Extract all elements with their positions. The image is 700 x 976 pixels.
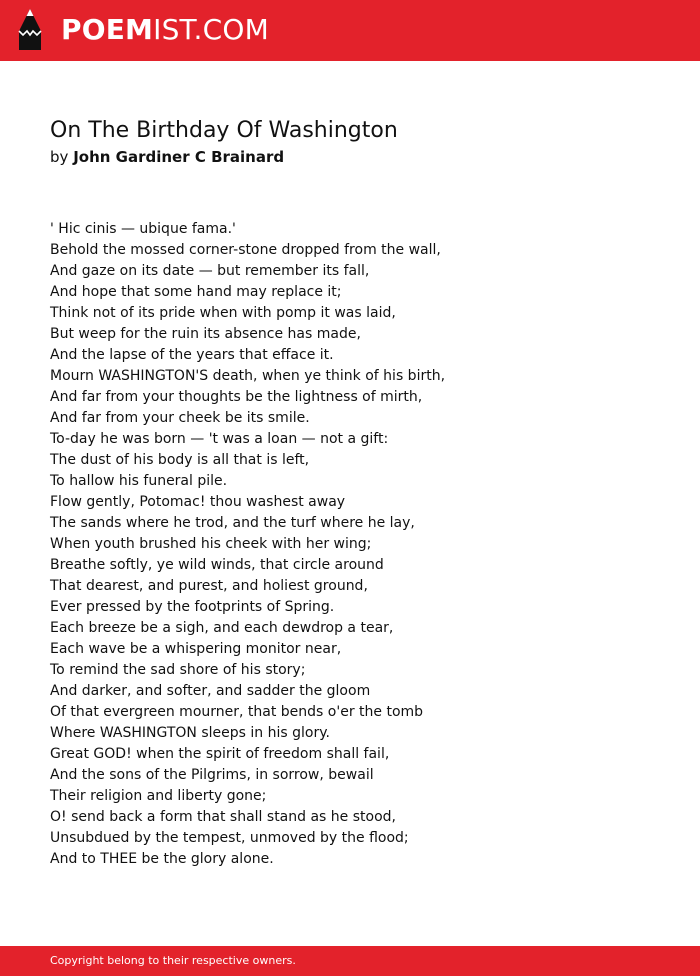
- poem-line: And hope that some hand may replace it;: [50, 284, 342, 300]
- poem-line: And far from your cheek be its smile.: [50, 410, 310, 426]
- poem-line: Each wave be a whispering monitor near,: [50, 641, 342, 657]
- author-name: John Gardiner C Brainard: [73, 148, 285, 166]
- brand-bold-text: POEM: [61, 13, 154, 46]
- poem-line: And gaze on its date — but remember its fall,: [50, 263, 370, 279]
- poem-line: O! send back a form that shall stand as he stood,: [50, 809, 396, 825]
- poem-line: Breathe softly, ye wild winds, that circle around: [50, 557, 384, 573]
- poem-line: And the sons of the Pilgrims, in sorrow, bewail: [50, 767, 374, 783]
- poem-line: To-day he was born — 't was a loan — not a gift:: [50, 431, 389, 447]
- brand-light-text: IST.COM: [153, 13, 269, 46]
- poem-line: And the lapse of the years that efface it.: [50, 347, 334, 363]
- pencil-icon: [18, 8, 42, 52]
- site-header: [0, 0, 700, 61]
- poem-line: Great GOD! when the spirit of freedom shall fail,: [50, 746, 390, 762]
- byline: [50, 146, 670, 168]
- poem-heading: [50, 116, 670, 168]
- poem-line: And to THEE be the glory alone.: [50, 851, 274, 867]
- poem-line: Each breeze be a sigh, and each dewdrop a tear,: [50, 620, 394, 636]
- poem-line: To remind the sad shore of his story;: [50, 662, 306, 678]
- poem-title: On The Birthday Of Washington: [50, 118, 398, 143]
- poem-line: The sands where he trod, and the turf where he lay,: [50, 515, 415, 531]
- poem-line: And darker, and softer, and sadder the gloom: [50, 683, 371, 699]
- poem-line: Their religion and liberty gone;: [50, 788, 267, 804]
- poem-line: To hallow his funeral pile.: [50, 473, 228, 489]
- poem-line: But weep for the ruin its absence has made,: [50, 326, 361, 342]
- site-footer: [0, 946, 700, 976]
- copyright-text: Copyright belong to their respective owners.: [50, 954, 296, 967]
- poem-line: Flow gently, Potomac! thou washest away: [50, 494, 346, 510]
- poem-line: Unsubdued by the tempest, unmoved by the flood;: [50, 830, 409, 846]
- poem-line: Behold the mossed corner-stone dropped from the wall,: [50, 242, 441, 258]
- site-brand: [61, 8, 269, 52]
- poem-line: Think not of its pride when with pomp it was laid,: [50, 305, 396, 321]
- poem-line: Where WASHINGTON sleeps in his glory.: [50, 725, 330, 741]
- poem-body: [50, 219, 670, 870]
- poem-line: When youth brushed his cheek with her wing;: [50, 536, 372, 552]
- poem-line: And far from your thoughts be the lightness of mirth,: [50, 389, 423, 405]
- poem-line: That dearest, and purest, and holiest ground,: [50, 578, 368, 594]
- poem-line: Ever pressed by the footprints of Spring.: [50, 599, 335, 615]
- poem-line: ' Hic cinis — ubique fama.': [50, 221, 236, 237]
- poem-line: Of that evergreen mourner, that bends o'er the tomb: [50, 704, 424, 720]
- site-logo[interactable]: [18, 8, 269, 52]
- poem-line: The dust of his body is all that is left,: [50, 452, 310, 468]
- poem-line: Mourn WASHINGTON'S death, when ye think of his birth,: [50, 368, 446, 384]
- by-label: by: [50, 148, 69, 166]
